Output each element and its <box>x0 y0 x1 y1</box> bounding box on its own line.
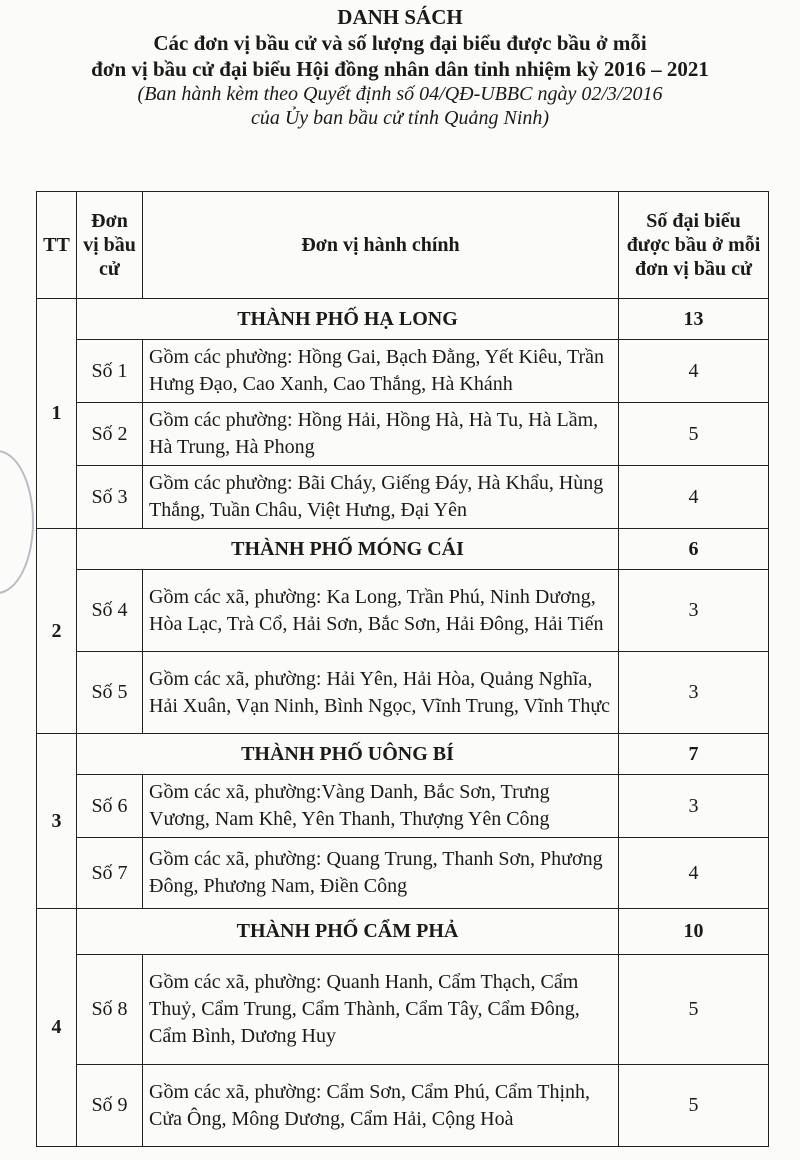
document-subtitle-line1: Các đơn vị bầu cử và số lượng đại biểu được bầu ở mỗi <box>153 31 647 55</box>
unit-description: Gồm các xã, phường: Quanh Hanh, Cẩm Thạch, Cẩm Thuỷ, Cẩm Trung, Cẩm Thành, Cẩm Tây, Cẩm Đông, Cẩm Bình, Dương Huy <box>143 955 619 1065</box>
unit-name: Số 3 <box>77 466 143 529</box>
unit-description: Gồm các xã, phường: Quang Trung, Thanh Sơn, Phương Đông, Phương Nam, Điền Công <box>143 838 619 909</box>
unit-delegate-count: 3 <box>619 775 769 838</box>
city-name: THÀNH PHỐ UÔNG BÍ <box>77 734 619 775</box>
decree-reference-line1: (Ban hành kèm theo Quyết định số 04/QĐ-UBBC ngày 02/3/2016 <box>137 83 663 105</box>
city-row <box>37 734 769 775</box>
city-row <box>37 529 769 570</box>
unit-description: Gồm các xã, phường: Cẩm Sơn, Cẩm Phú, Cẩm Thịnh, Cửa Ông, Mông Dương, Cẩm Hải, Cộng Hoà <box>143 1065 619 1147</box>
city-name: THÀNH PHỐ MÓNG CÁI <box>77 529 619 570</box>
unit-delegate-count: 4 <box>619 340 769 403</box>
column-header-tt: TT <box>37 192 77 299</box>
column-header-admin: Đơn vị hành chính <box>143 192 619 299</box>
city-row <box>37 299 769 340</box>
unit-delegate-count: 4 <box>619 838 769 909</box>
city-delegate-count: 10 <box>619 909 769 955</box>
unit-description: Gồm các xã, phường: Ka Long, Trần Phú, Ninh Dương, Hòa Lạc, Trà Cổ, Hải Sơn, Bắc Sơn, Hải Đông, Hải Tiến <box>143 570 619 652</box>
document-header <box>0 4 800 130</box>
unit-name: Số 7 <box>77 838 143 909</box>
table-row <box>37 570 769 652</box>
table-row <box>37 838 769 909</box>
unit-name: Số 8 <box>77 955 143 1065</box>
unit-name: Số 6 <box>77 775 143 838</box>
unit-description: Gồm các xã, phường:Vàng Danh, Bắc Sơn, Trưng Vương, Nam Khê, Yên Thanh, Thượng Yên Công <box>143 775 619 838</box>
column-header-unit: Đơn vị bầu cử <box>77 192 143 299</box>
unit-name: Số 1 <box>77 340 143 403</box>
decree-reference-line2: của Ủy ban bầu cử tỉnh Quảng Ninh) <box>250 107 550 129</box>
unit-description: Gồm các phường: Hồng Gai, Bạch Đằng, Yết Kiêu, Trần Hưng Đạo, Cao Xanh, Cao Thắng, Hà Khánh <box>143 340 619 403</box>
city-delegate-count: 7 <box>619 734 769 775</box>
unit-delegate-count: 3 <box>619 570 769 652</box>
unit-name: Số 9 <box>77 1065 143 1147</box>
table-row <box>37 340 769 403</box>
document-subtitle-line2: đơn vị bầu cử đại biểu Hội đồng nhân dân tỉnh nhiệm kỳ 2016 – 2021 <box>91 57 709 81</box>
city-name: THÀNH PHỐ HẠ LONG <box>77 299 619 340</box>
city-delegate-count: 13 <box>619 299 769 340</box>
unit-delegate-count: 5 <box>619 403 769 466</box>
unit-delegate-count: 3 <box>619 652 769 734</box>
unit-name: Số 5 <box>77 652 143 734</box>
unit-description: Gồm các xã, phường: Hải Yên, Hải Hòa, Quảng Nghĩa, Hải Xuân, Vạn Ninh, Bình Ngọc, Vĩnh Trung, Vĩnh Thực <box>143 652 619 734</box>
official-stamp-fragment <box>0 450 34 594</box>
table-row <box>37 466 769 529</box>
electoral-units-table <box>36 191 769 1147</box>
unit-delegate-count: 4 <box>619 466 769 529</box>
unit-delegate-count: 5 <box>619 955 769 1065</box>
group-number: 4 <box>37 909 77 1147</box>
unit-name: Số 2 <box>77 403 143 466</box>
unit-delegate-count: 5 <box>619 1065 769 1147</box>
group-number: 3 <box>37 734 77 909</box>
table-row <box>37 652 769 734</box>
table-row <box>37 775 769 838</box>
unit-description: Gồm các phường: Bãi Cháy, Giếng Đáy, Hà Khẩu, Hùng Thắng, Tuần Châu, Việt Hưng, Đại Yên <box>143 466 619 529</box>
table-header-row <box>37 192 769 299</box>
unit-name: Số 4 <box>77 570 143 652</box>
city-row <box>37 909 769 955</box>
group-number: 1 <box>37 299 77 529</box>
unit-description: Gồm các phường: Hồng Hải, Hồng Hà, Hà Tu, Hà Lầm, Hà Trung, Hà Phong <box>143 403 619 466</box>
city-name: THÀNH PHỐ CẨM PHẢ <box>77 909 619 955</box>
document-title: DANH SÁCH <box>337 5 463 29</box>
table-row <box>37 955 769 1065</box>
table-row <box>37 1065 769 1147</box>
column-header-count: Số đại biểu được bầu ở mỗi đơn vị bầu cử <box>619 192 769 299</box>
city-delegate-count: 6 <box>619 529 769 570</box>
group-number: 2 <box>37 529 77 734</box>
table-row <box>37 403 769 466</box>
